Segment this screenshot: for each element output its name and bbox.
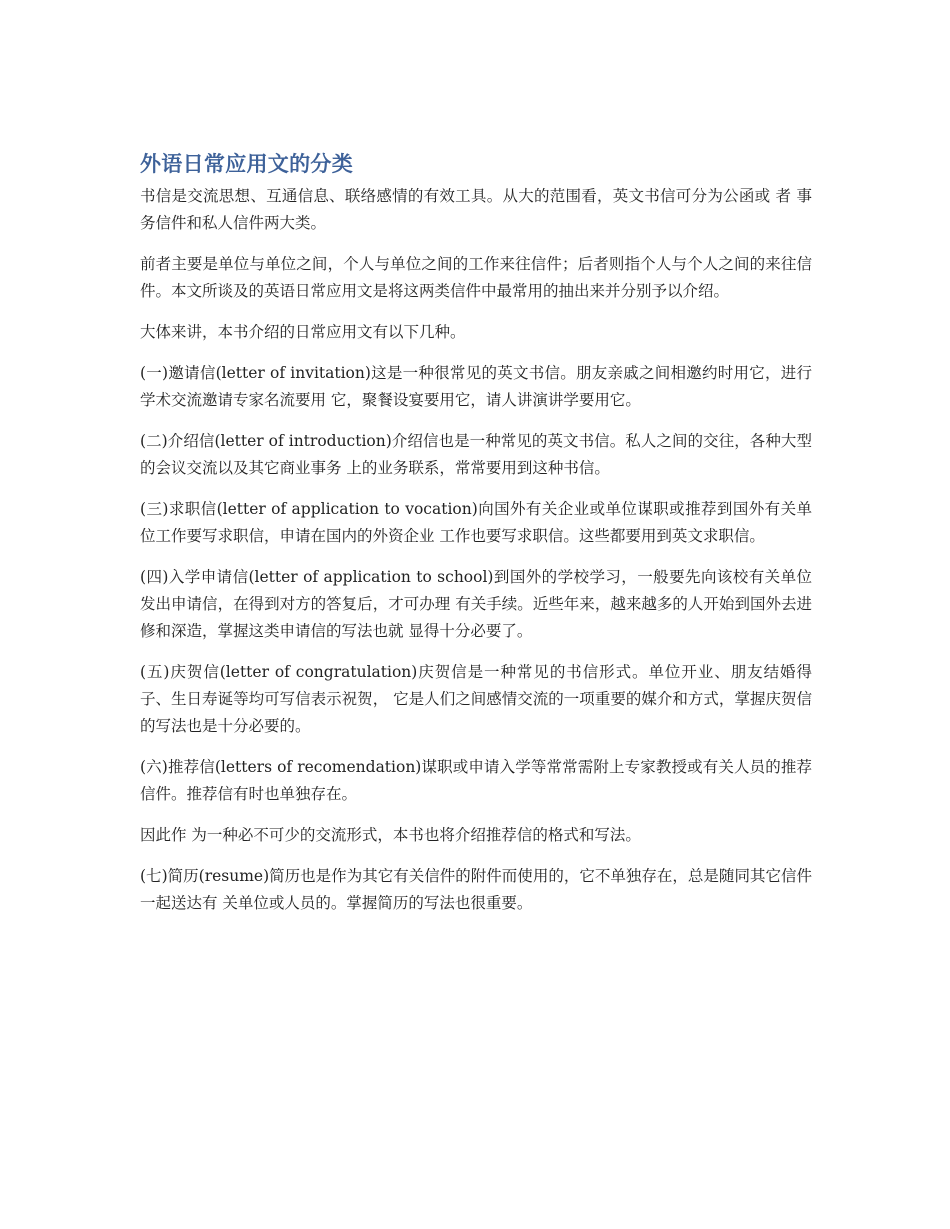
document-title: 外语日常应用文的分类 [140,152,353,176]
paragraph-school-application: (四)入学申请信(letter of application to school)到国外的学校学习，一般要先向该校有关单位发出申请信，在得到对方的答复后，才可办理 有关手续。近些年来，越来越多的人开始到国外去进修和深造，掌握这类申请信的写法也就 显得十分必要了。 [140,568,812,640]
document-page [140,150,812,931]
paragraph-resume: (七)简历(resume)简历也是作为其它有关信件的附件而使用的，它不单独存在，总是随同其它信件一起送达有 关单位或人员的。掌握简历的写法也很重要。 [140,867,812,912]
paragraph-vocation: (三)求职信(letter of application to vocation)向国外有关企业或单位谋职或推荐到国外有关单位工作要写求职信，申请在国内的外资企业 工作也要写求职信。这些都要用到英文求职信。 [140,500,812,545]
paragraph-categories: 前者主要是单位与单位之间，个人与单位之间的工作来往信件；后者则指个人与个人之间的来往信件。本文所谈及的英语日常应用文是将这两类信件中最常用的抽出来并分别予以介绍。 [140,255,812,300]
paragraph-invitation: (一)邀请信(letter of invitation)这是一种很常见的英文书信。朋友亲戚之间相邀约时用它，进行学术交流邀请专家名流要用 它，聚餐设宴要用它，请人讲演讲学要用它。 [140,364,812,409]
paragraph-congratulation: (五)庆贺信(letter of congratulation)庆贺信是一种常见的书信形式。单位开业、朋友结婚得子、生日寿诞等均可写信表示祝贺， 它是人们之间感情交流的一项重要的媒介和方式，掌握庆贺信的写法也是十分必要的。 [140,663,812,735]
paragraph-overview: 大体来讲，本书介绍的日常应用文有以下几种。 [140,323,466,341]
paragraph-recommendation-note: 因此作 为一种必不可少的交流形式，本书也将介绍推荐信的格式和写法。 [140,826,641,844]
paragraph-introduction: (二)介绍信(letter of introduction)介绍信也是一种常见的英文书信。私人之间的交往，各种大型的会议交流以及其它商业事务 上的业务联系，常常要用到这种书信。 [140,432,812,477]
paragraph-intro: 书信是交流思想、互通信息、联络感情的有效工具。从大的范围看，英文书信可分为公函或 者 事务信件和私人信件两大类。 [140,187,812,232]
paragraph-recommendation: (六)推荐信(letters of recomendation)谋职或申请入学等常常需附上专家教授或有关人员的推荐信件。推荐信有时也单独存在。 [140,758,812,803]
